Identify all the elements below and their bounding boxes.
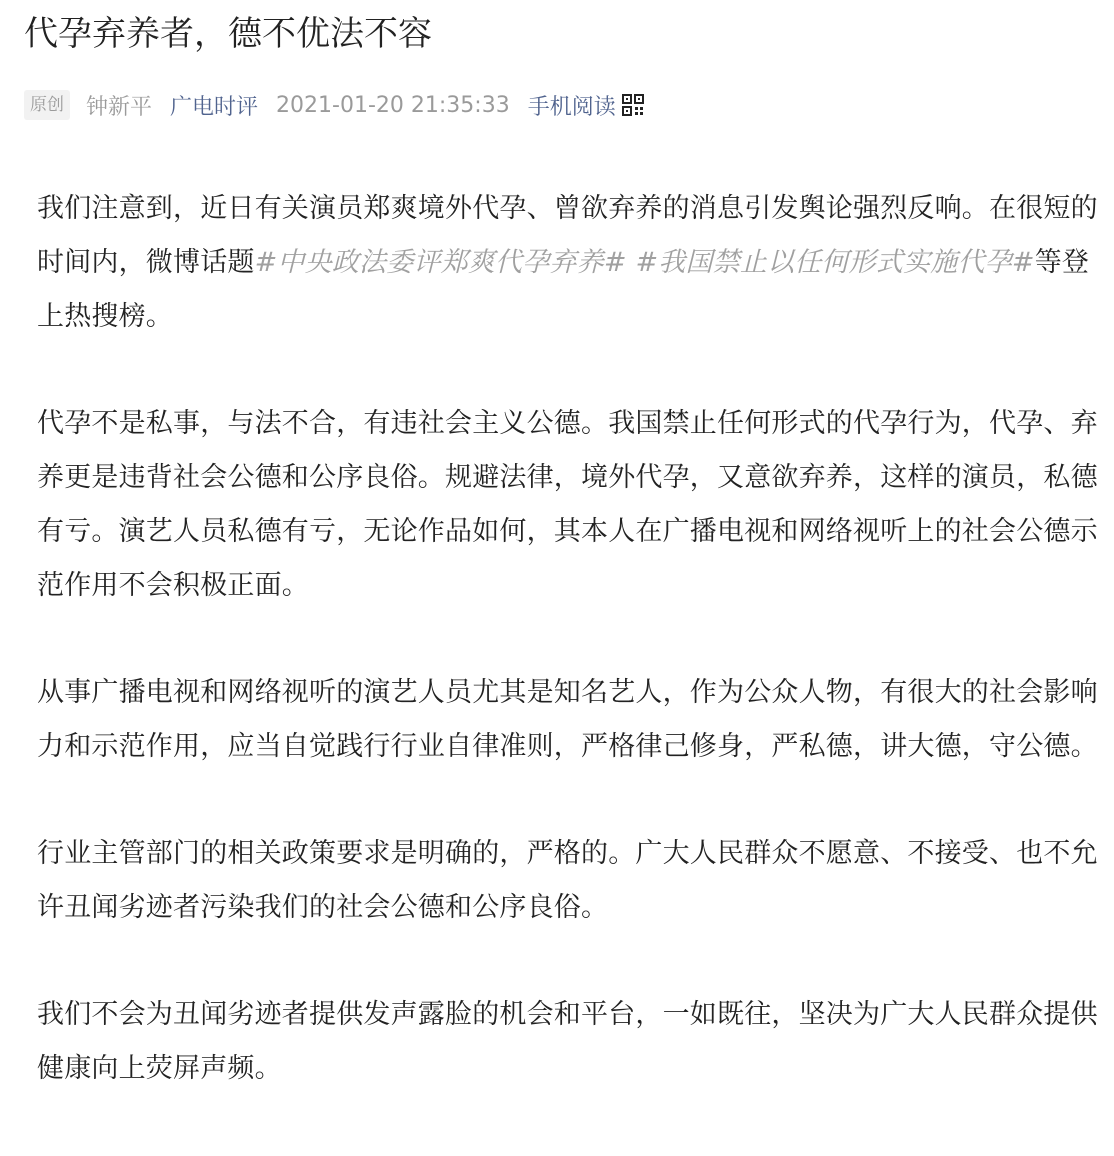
paragraph-4: 行业主管部门的相关政策要求是明确的，严格的。广大人民群众不愿意、不接受、也不允许丑闻劣迹者污染我们的社会公德和公序良俗。	[37, 838, 1098, 923]
article-title: 代孕弃养者，德不优法不容	[24, 14, 432, 54]
article-meta	[24, 88, 644, 122]
paragraph-1	[37, 182, 1099, 344]
paragraph-1-text-before: 我们注意到，近日有关演员郑爽境外代孕、曾欲弃养的消息引发舆论强烈反响。在很短的时间内，微博话题	[37, 193, 1098, 278]
article-content	[37, 182, 1099, 1149]
source-link[interactable]: 广电时评	[170, 94, 259, 120]
original-badge: 原创	[24, 90, 70, 120]
weibo-topic-tag-2[interactable]: #我国禁止以任何形式实施代孕#	[635, 247, 1035, 278]
paragraph-2: 代孕不是私事，与法不合，有违社会主义公德。我国禁止任何形式的代孕行为，代孕、弃养更是违背社会公德和公序良俗。规避法律，境外代孕，又意欲弃养，这样的演员，私德有亏。演艺人员私德有亏，无论作品如何，其本人在广播电视和网络视听上的社会公德示范作用不会积极正面。	[37, 408, 1098, 601]
mobile-read-link[interactable]: 手机阅读	[527, 94, 616, 120]
publish-time: 2021-01-20 21:35:33	[276, 92, 510, 118]
author-name: 钟新平	[86, 94, 153, 120]
weibo-topic-tag-1[interactable]: #中央政法委评郑爽代孕弃养#	[254, 247, 627, 278]
qr-code-icon[interactable]	[622, 94, 644, 116]
paragraph-5: 我们不会为丑闻劣迹者提供发声露脸的机会和平台，一如既往，坚决为广大人民群众提供健康向上荧屏声频。	[37, 999, 1098, 1084]
paragraph-3: 从事广播电视和网络视听的演艺人员尤其是知名艺人，作为公众人物，有很大的社会影响力和示范作用，应当自觉践行行业自律准则，严格律己修身，严私德，讲大德，守公德。	[37, 677, 1098, 762]
paragraph-1-text-after: 等登上热搜榜。	[37, 247, 1090, 332]
